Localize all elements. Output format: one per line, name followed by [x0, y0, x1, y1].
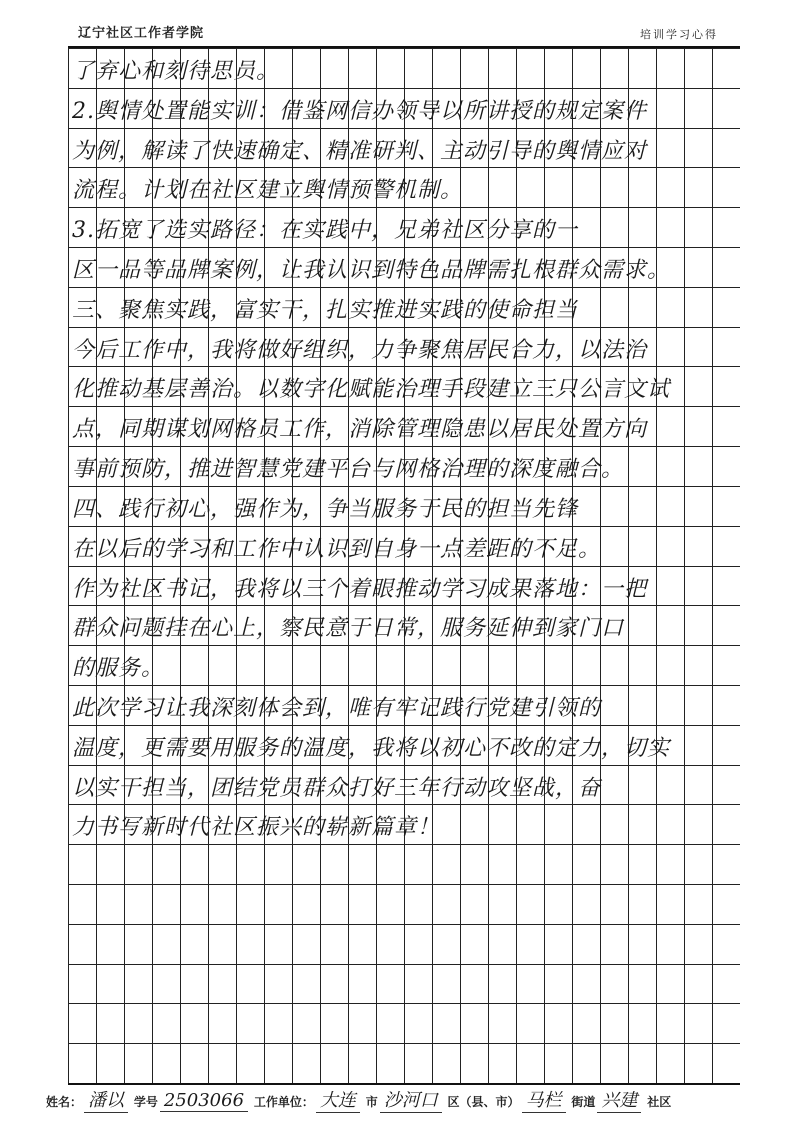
id-label: 学号 [133, 1095, 158, 1109]
handwritten-line: 力书写新时代社区振兴的崭新篇章！ [72, 815, 441, 841]
grid-row [68, 167, 740, 207]
handwritten-line: 2.舆情处置能实训：借鉴网信办领导以所讲授的规定案件 [72, 98, 647, 124]
handwritten-line: 以实干担当，团结党员群众打好三年行动攻坚战，奋 [72, 775, 602, 801]
handwritten-line: 在以后的学习和工作中认识到自身一点差距的不足。 [72, 536, 602, 562]
handwritten-line: 事前预防，推进智慧党建平台与网格治理的深度融合。 [72, 457, 625, 483]
id-value: 2503066 [160, 1090, 248, 1112]
handwritten-line: 3.拓宽了选实路径：在实践中，兄弟社区分享的一 [72, 218, 578, 244]
handwritten-line: 的服务。 [72, 656, 165, 682]
grid-row [68, 685, 740, 725]
school-name: 辽宁社区工作者学院 [78, 26, 205, 41]
handwritten-line: 此次学习让我深刻体会到，唯有牢记践行党建引领的 [72, 695, 602, 721]
handwritten-line: 为例，解读了快速确定、精准研判、主动引导的舆情应对 [72, 138, 648, 164]
grid-row [68, 844, 740, 884]
handwritten-line: 今后工作中，我将做好组织，力争聚焦居民合力，以法治 [72, 337, 648, 363]
grid-row [68, 327, 740, 367]
handwritten-line: 作为社区书记，我将以三个着眼推动学习成果落地：一把 [72, 576, 648, 602]
grid-row [68, 207, 740, 247]
handwritten-line: 三、聚焦实践，富实干，扎实推进实践的使命担当 [72, 297, 579, 323]
grid-row [68, 366, 740, 406]
grid-row [68, 247, 740, 287]
grid-row [68, 1003, 740, 1043]
grid-row [68, 446, 740, 486]
grid-row [68, 287, 740, 327]
city-label: 市 [365, 1095, 378, 1109]
handwritten-line: 点，同期谋划网格员工作，消除管理隐患以居民处置方向 [72, 417, 648, 443]
grid-row [68, 1043, 740, 1083]
grid-row [68, 964, 740, 1004]
street-value: 马栏 [522, 1086, 566, 1113]
grid-row [68, 526, 740, 566]
district-value: 沙河口 [380, 1086, 442, 1113]
grid-row [68, 128, 740, 168]
footer [44, 1086, 673, 1113]
handwritten-line: 群众问题挂在心上，察民意于日常，服务延伸到家门口 [72, 616, 625, 642]
handwritten-line: 化推动基层善治。以数字化赋能治理手段建立三只公言文试 [72, 377, 671, 403]
grid-row [68, 725, 740, 765]
name-label: 姓名： [46, 1095, 83, 1109]
grid-row [68, 88, 740, 128]
writing-sheet [68, 48, 740, 1085]
community-label: 社区 [647, 1095, 672, 1109]
handwritten-line: 温度，更需要用服务的温度，我将以初心不改的定力，切实 [72, 735, 671, 761]
grid-row [68, 406, 740, 446]
handwritten-line: 区一品等品牌案例，让我认识到特色品牌需扎根群众需求。 [72, 258, 671, 284]
handwritten-line: 流程。计划在社区建立舆情预警机制。 [72, 178, 464, 204]
district-label: 区（县、市） [447, 1095, 520, 1109]
name-value: 潘以 [84, 1086, 128, 1113]
grid-row [68, 884, 740, 924]
handwritten-line: 四、践行初心，强作为，争当服务于民的担当先锋 [72, 496, 579, 522]
grid-row [68, 645, 740, 685]
document-type: 培训学习心得 [640, 28, 718, 41]
grid-row [68, 566, 740, 606]
grid-row [68, 765, 740, 805]
grid-row [68, 605, 740, 645]
unit-value: 大连 [316, 1086, 360, 1113]
handwritten-line: 了弃心和刻待思员。 [72, 59, 280, 84]
grid-row [68, 48, 740, 88]
community-value: 兴建 [597, 1086, 641, 1113]
grid-row [68, 924, 740, 964]
grid-row [68, 486, 740, 526]
grid-row [68, 804, 740, 844]
unit-label: 工作单位： [253, 1095, 314, 1109]
street-label: 街道 [571, 1095, 596, 1109]
